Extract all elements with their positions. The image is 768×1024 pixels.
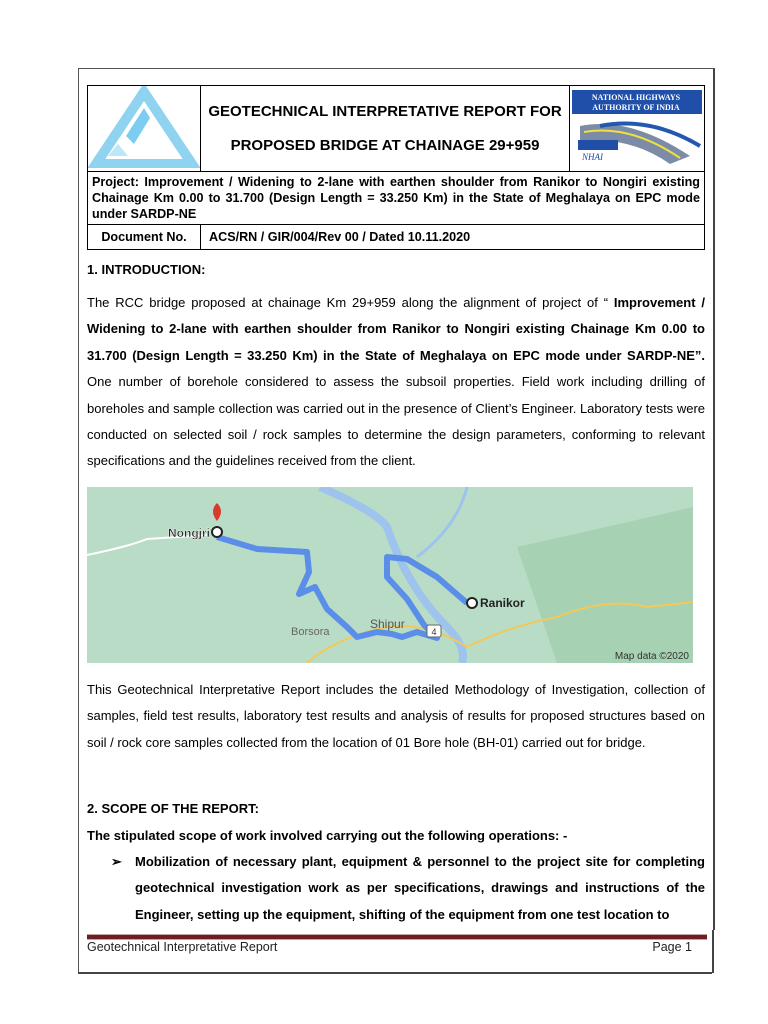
ranikor-marker-icon [467, 598, 477, 608]
svg-text:NATIONAL HIGHWAYS: NATIONAL HIGHWAYS [591, 93, 681, 102]
report-title-line2: PROPOSED BRIDGE AT CHAINAGE 29+959 [230, 136, 540, 154]
map-label-ranikor: Ranikor [480, 596, 525, 610]
header-table [87, 85, 705, 250]
map-attribution: Map data ©2020 [614, 651, 689, 662]
arrow-bullet-icon: ➢ [111, 854, 122, 869]
document-number-label: Document No. [88, 225, 201, 250]
scope-list [87, 849, 705, 928]
nongiri-marker-icon [212, 527, 222, 537]
report-title-line1: GEOTECHNICAL INTERPRETATIVE REPORT FOR [208, 102, 562, 120]
footer-title: Geotechnical Interpretative Report [87, 940, 278, 954]
introduction-heading: 1. INTRODUCTION: [87, 262, 206, 277]
scope-heading: 2. SCOPE OF THE REPORT: [87, 801, 259, 816]
map-label-borsora: Borsora [291, 626, 330, 638]
page-number: Page 1 [652, 940, 692, 954]
scope-list-item [87, 849, 705, 928]
scope-intro: The stipulated scope of work involved carrying out the following operations: - [87, 828, 568, 843]
intro-text: The RCC bridge proposed at chainage Km 29+959 along the alignment of project of “ [87, 295, 614, 310]
map-label-shipur: Shipur [370, 617, 405, 631]
road-number: 4 [431, 627, 437, 637]
report-overview-paragraph: This Geotechnical Interpretative Report includes the detailed Methodology of Investigation, collection of samples, field test results, laboratory test results and analysis of results for proposed structures based on soil / rock core samples collected from the location of 01 Bore hole (BH-01) carried out for bridge. [87, 682, 705, 750]
project-description: Project: Improvement / Widening to 2-lane with earthen shoulder from Ranikor to Nongiri existing Chainage Km 0.00 to 31.700 (Design Length = 33.250 Km) in the State of Meghalaya on EPC mode under SARDP-NE [88, 172, 705, 225]
intro-text-cont: One number of borehole considered to assess the subsoil properties. Field work including drilling of boreholes and sample collection was carried out in the presence of Client’s Engineer. Laboratory tests were conducted on selected soil / rock samples to determine the design parameters, conforming to relevant specifications and the guidelines received from the client. [87, 374, 705, 469]
page-bottom-edge [78, 972, 712, 974]
svg-text:AUTHORITY OF INDIA: AUTHORITY OF INDIA [592, 103, 680, 112]
nhai-logo [570, 86, 705, 172]
document-number-value: ACS/RN / GIR/004/Rev 00 / Dated 10.11.2020 [201, 225, 705, 250]
map-label-nongiri: Nongjri [168, 526, 210, 540]
route-map[interactable] [87, 487, 693, 663]
introduction-paragraph [87, 290, 705, 475]
scope-item-text: Mobilization of necessary plant, equipment & personnel to the project site for completing geotechnical investigation work as per specifications, drawings and instructions of the Engineer, setting up the equipment, shifting of the equipment from one test location to [135, 854, 705, 922]
svg-text:NHAI: NHAI [582, 152, 604, 162]
intro-project-name: Improvement / Widening to 2-lane with earthen shoulder from Ranikor to Nongiri existing Chainage Km 0.00 to 31.700 (Design Length = 33.250 Km) in the State of Meghalaya on EPC mode under SARDP-NE”. [87, 295, 705, 363]
company-logo [88, 86, 201, 172]
